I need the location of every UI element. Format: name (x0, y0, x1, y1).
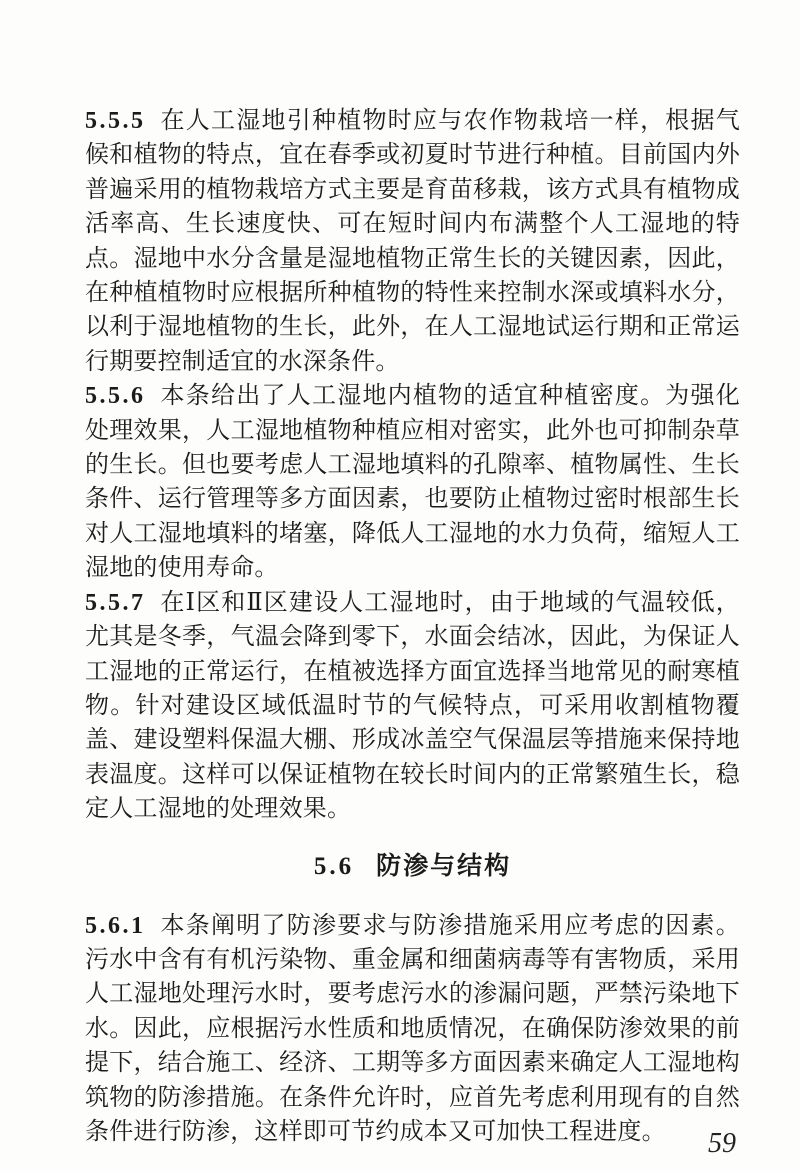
clause-text: 本条给出了人工湿地内植物的适宜种植密度。为强化处理效果，人工湿地植物种植应相对密实，此外也可抑制杂草的生长。但也要考虑人工湿地填料的孔隙率、植物属性、生长条件、运行管理等多方面因素，也要防止植物过密时根部生长对人工湿地填料的堵塞，降低人工湿地的水力负荷，缩短人工湿地的使用寿命。 (85, 383, 740, 582)
section-heading (85, 850, 740, 884)
clause-text: 本条阐明了防渗要求与防渗措施采用应考虑的因素。污水中含有有机污染物、重金属和细菌病毒等有害物质，采用人工湿地处理污水时，要考虑污水的渗漏问题，严禁污染地下水。因此，应根据污水性质和地质情况，在确保防渗效果的前提下，结合施工、经济、工期等多方面因素来确定人工湿地构筑物的防渗措施。在条件允许时，应首先考虑利用现有的自然条件进行防渗，这样即可节约成本又可加快工程进度。 (85, 912, 740, 1145)
page-number: 59 (708, 1128, 736, 1159)
clause-number: 5.5.5 (85, 108, 146, 134)
section-heading-title: 防渗与结构 (376, 852, 512, 880)
clause-5-6-1 (85, 909, 740, 1150)
section-heading-number: 5.6 (313, 852, 355, 880)
clause-number: 5.5.6 (85, 383, 146, 410)
clause-number: 5.6.1 (85, 912, 146, 939)
clause-5-5-6 (85, 379, 740, 585)
clause-text: 在人工湿地引种植物时应与农作物栽培一样，根据气候和植物的特点，宜在春季或初夏时节进行种植。目前国内外普遍采用的植物栽培方式主要是育苗移栽，该方式具有植物成活率高、生长速度快、可在短时间内布满整个人工湿地的特点。湿地中水分含量是湿地植物正常生长的关键因素，因此，在种植植物时应根据所种植物的特性来控制水深或填料水分，以利于湿地植物的生长，此外，在人工湿地试运行期和正常运行期要控制适宜的水深条件。 (85, 108, 740, 375)
clause-5-5-5 (85, 104, 740, 379)
text-block (85, 104, 740, 1149)
clause-5-5-7 (85, 586, 740, 827)
clause-number: 5.5.7 (85, 589, 146, 616)
clause-text: 在Ⅰ区和Ⅱ区建设人工湿地时，由于地域的气温较低，尤其是冬季，气温会降到零下，水面会结冰，因此，为保证人工湿地的正常运行，在植被选择方面宜选择当地常见的耐寒植物。针对建设区域低温时节的气候特点，可采用收割植物覆盖、建设塑料保温大棚、形成冰盖空气保温层等措施来保持地表温度。这样可以保证植物在较长时间内的正常繁殖生长，稳定人工湿地的处理效果。 (85, 589, 740, 823)
